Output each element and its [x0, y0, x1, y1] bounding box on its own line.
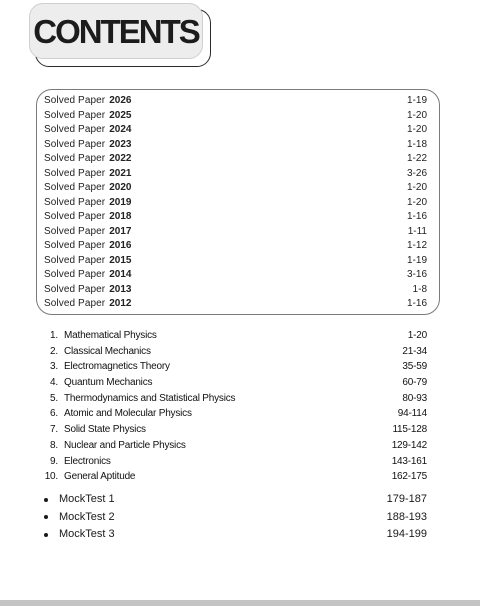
- page-range: 129-142: [391, 439, 427, 451]
- list-item[interactable]: [44, 491, 427, 509]
- mock-test-title: MockTest 3: [59, 528, 115, 540]
- mock-test-title: MockTest 1: [59, 493, 115, 505]
- chapter-title: Atomic and Molecular Physics: [64, 408, 192, 420]
- list-item[interactable]: [44, 375, 427, 391]
- list-item[interactable]: [44, 526, 427, 544]
- chapter-entry: [44, 391, 235, 407]
- chapter-title: Quantum Mechanics: [64, 377, 153, 389]
- page-range: 1-19: [406, 95, 427, 106]
- paper-entry: [44, 152, 132, 167]
- paper-label: Solved Paper: [44, 124, 106, 135]
- list-item[interactable]: [44, 438, 427, 454]
- chapter-number: 6.: [50, 408, 58, 420]
- paper-year: 2026: [109, 95, 132, 106]
- mock-test-title: MockTest 2: [59, 510, 115, 523]
- list-item[interactable]: [44, 509, 427, 527]
- chapter-number: 8.: [50, 439, 58, 451]
- table-row[interactable]: [44, 225, 427, 240]
- list-item[interactable]: [44, 344, 427, 360]
- bullet-icon: [44, 533, 48, 537]
- paper-entry: [44, 283, 132, 298]
- page-range: 1-20: [406, 196, 427, 208]
- paper-entry: [44, 181, 132, 196]
- paper-label: Solved Paper: [44, 95, 106, 106]
- table-row[interactable]: [44, 297, 427, 312]
- chapter-number: 1.: [50, 330, 58, 341]
- paper-entry: [44, 167, 132, 182]
- paper-year: 2022: [109, 153, 132, 164]
- paper-label: Solved Paper: [44, 182, 106, 193]
- page-range: 1-19: [406, 254, 427, 266]
- mock-test-entry: [44, 491, 115, 509]
- page-range: 162-175: [391, 471, 427, 483]
- solved-papers-list: [44, 94, 427, 312]
- page-range: 60-79: [402, 377, 427, 389]
- paper-year: 2013: [109, 283, 132, 295]
- paper-entry: [44, 109, 132, 124]
- list-item[interactable]: [44, 359, 427, 375]
- bullet-icon: [44, 498, 48, 502]
- paper-entry: [44, 138, 132, 153]
- table-row[interactable]: [44, 196, 427, 211]
- chapter-entry: [44, 328, 157, 344]
- paper-year: 2012: [109, 298, 132, 309]
- paper-year: 2021: [109, 167, 132, 179]
- paper-entry: [44, 196, 132, 211]
- table-row[interactable]: [44, 283, 427, 298]
- page-range: 1-20: [407, 330, 427, 341]
- table-row[interactable]: [44, 152, 427, 167]
- page-range: 194-199: [386, 528, 427, 540]
- mock-tests-list: [44, 491, 427, 544]
- page-range: 115-128: [392, 424, 427, 436]
- page-range: 1-18: [406, 138, 427, 150]
- paper-label: Solved Paper: [44, 254, 106, 266]
- chapter-title: Electromagnetics Theory: [64, 361, 170, 373]
- chapter-number: 7.: [50, 424, 58, 436]
- paper-entry: [44, 225, 132, 240]
- chapter-number: 9.: [50, 455, 58, 467]
- chapter-number: 4.: [50, 377, 58, 389]
- paper-entry: [44, 268, 132, 283]
- page-range: 3-26: [406, 167, 427, 179]
- paper-entry: [44, 123, 132, 138]
- table-row[interactable]: [44, 138, 427, 153]
- paper-entry: [44, 254, 132, 269]
- page-range: 179-187: [386, 493, 427, 505]
- paper-label: Solved Paper: [44, 211, 106, 222]
- page-range: 1-16: [406, 298, 427, 309]
- page-range: 1-20: [406, 182, 427, 193]
- page-title: CONTENTS: [33, 13, 199, 50]
- chapter-number: 5.: [50, 392, 58, 404]
- table-row[interactable]: [44, 210, 427, 225]
- table-row[interactable]: [44, 254, 427, 269]
- title-badge: [29, 3, 203, 59]
- paper-year: 2024: [109, 124, 132, 135]
- chapter-title: Thermodynamics and Statistical Physics: [64, 392, 236, 404]
- page-range: 21-34: [402, 345, 427, 357]
- chapter-number: 10.: [44, 471, 58, 483]
- page-range: 3-16: [406, 269, 427, 280]
- chapters-list: [44, 328, 427, 485]
- paper-year: 2019: [109, 196, 132, 208]
- footer-bar: [0, 600, 480, 606]
- chapter-entry: [44, 359, 170, 375]
- paper-label: Solved Paper: [44, 269, 106, 280]
- paper-label: Solved Paper: [44, 153, 106, 164]
- paper-label: Solved Paper: [44, 167, 106, 179]
- chapter-number: 2.: [50, 345, 58, 357]
- page-range: 1-20: [406, 124, 427, 135]
- table-row[interactable]: [44, 94, 427, 109]
- paper-label: Solved Paper: [44, 225, 106, 237]
- page-range: 143-161: [391, 455, 427, 467]
- list-item[interactable]: [44, 422, 427, 438]
- chapter-entry: [44, 344, 151, 360]
- page-range: 1-8: [412, 283, 427, 295]
- paper-year: 2014: [109, 269, 132, 280]
- page-range: 1-20: [406, 109, 427, 121]
- page-range: 1-22: [406, 153, 427, 164]
- paper-year: 2015: [109, 254, 132, 266]
- paper-label: Solved Paper: [44, 196, 106, 208]
- mock-test-entry: [44, 526, 115, 544]
- paper-year: 2025: [109, 109, 132, 121]
- chapter-entry: [44, 454, 111, 470]
- paper-label: Solved Paper: [44, 240, 106, 251]
- table-row[interactable]: [44, 167, 427, 182]
- list-item[interactable]: [44, 406, 427, 422]
- chapter-title: Electronics: [64, 455, 111, 467]
- table-row[interactable]: [44, 268, 427, 283]
- page-range: 35-59: [402, 361, 427, 373]
- paper-year: 2018: [109, 211, 132, 222]
- chapter-title: Mathematical Physics: [64, 330, 157, 341]
- chapter-entry: [44, 438, 186, 454]
- chapter-number: 3.: [50, 361, 58, 373]
- paper-label: Solved Paper: [44, 138, 106, 150]
- paper-entry: [44, 210, 132, 225]
- chapter-title: General Aptitude: [64, 471, 136, 483]
- paper-year: 2023: [109, 138, 132, 150]
- paper-entry: [44, 297, 132, 312]
- page-range: 80-93: [402, 392, 427, 404]
- chapter-title: Solid State Physics: [64, 424, 146, 436]
- page-range: 94-114: [397, 408, 427, 420]
- page-range: 1-16: [406, 211, 427, 222]
- chapter-title: Nuclear and Particle Physics: [64, 439, 186, 451]
- paper-year: 2017: [109, 225, 132, 237]
- table-row[interactable]: [44, 239, 427, 254]
- chapter-entry: [44, 422, 146, 438]
- list-item[interactable]: [44, 454, 427, 470]
- chapter-entry: [44, 375, 152, 391]
- mock-test-entry: [44, 509, 115, 527]
- bullet-icon: [44, 515, 48, 519]
- paper-entry: [44, 239, 132, 254]
- chapter-entry: [44, 469, 135, 485]
- list-item[interactable]: [44, 391, 427, 407]
- paper-label: Solved Paper: [44, 298, 106, 309]
- page-range: 1-11: [407, 225, 427, 237]
- paper-label: Solved Paper: [44, 283, 106, 295]
- list-item[interactable]: [44, 328, 427, 344]
- table-row[interactable]: [44, 109, 427, 124]
- chapter-title: Classical Mechanics: [64, 345, 151, 357]
- page-range: 1-12: [406, 240, 427, 251]
- list-item[interactable]: [44, 469, 427, 485]
- chapter-entry: [44, 406, 192, 422]
- table-row[interactable]: [44, 123, 427, 138]
- paper-year: 2016: [109, 240, 132, 251]
- page-range: 188-193: [386, 510, 427, 523]
- paper-entry: [44, 94, 132, 109]
- paper-year: 2020: [109, 182, 132, 193]
- paper-label: Solved Paper: [44, 109, 106, 121]
- table-row[interactable]: [44, 181, 427, 196]
